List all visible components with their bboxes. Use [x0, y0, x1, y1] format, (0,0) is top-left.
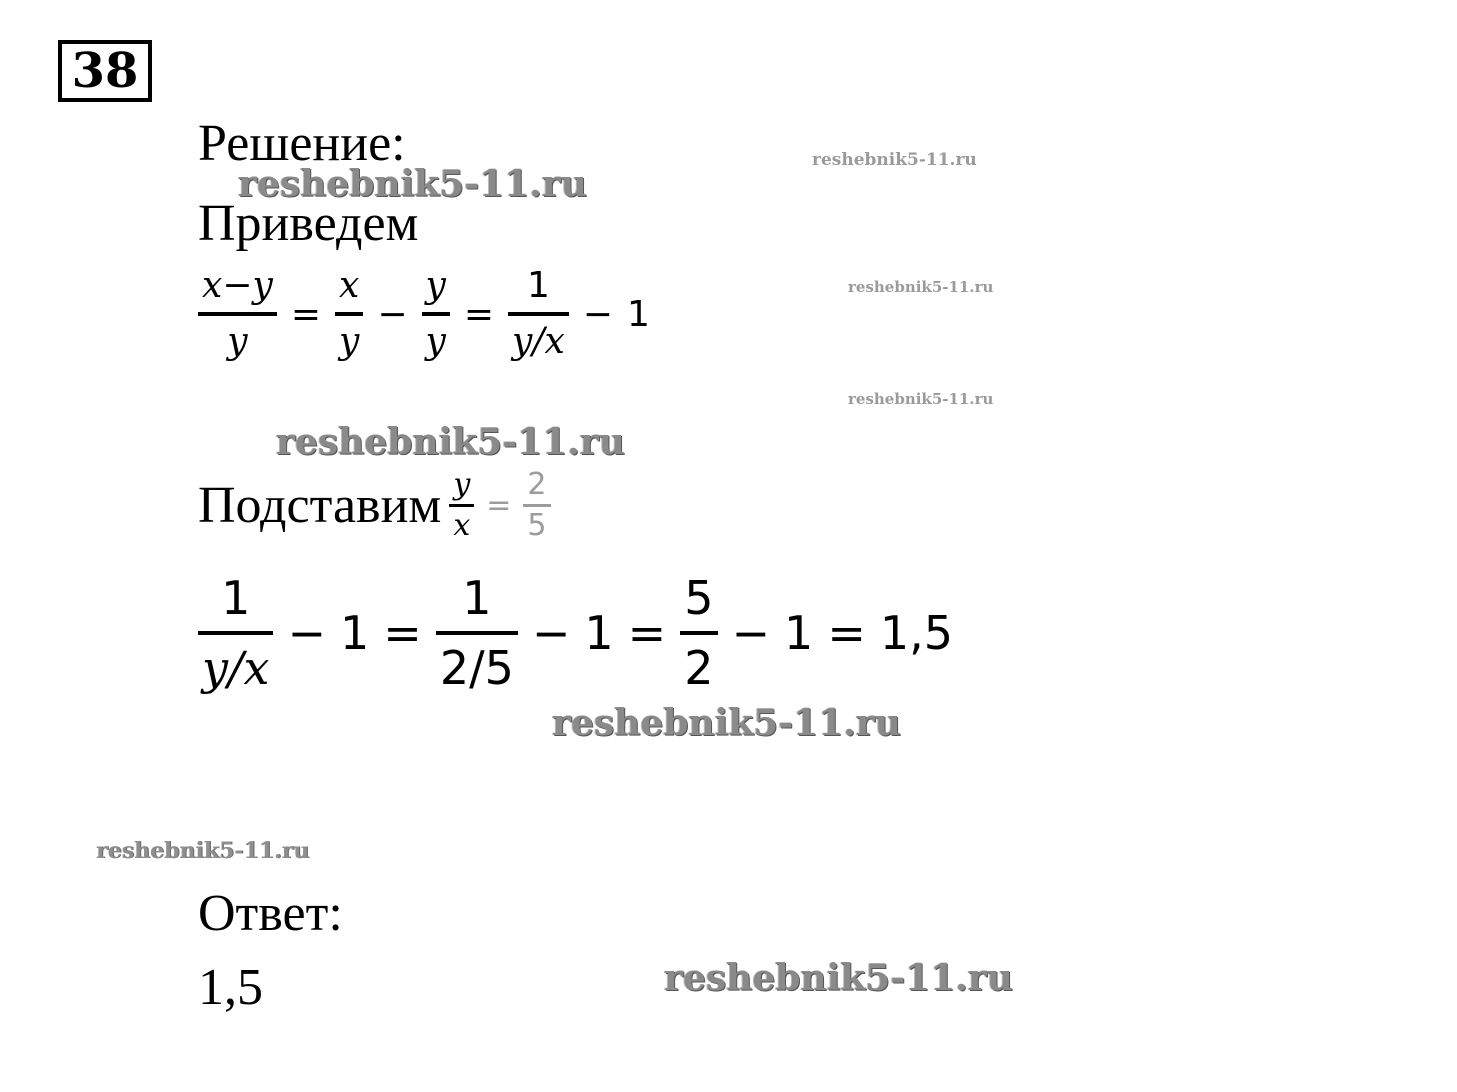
answer-value: 1,5: [198, 959, 263, 1016]
fraction-y-over-y: [422, 265, 450, 362]
denominator: y: [227, 321, 248, 362]
equals-sign: =: [486, 488, 512, 523]
watermark: reshebnik5-11.ru: [848, 390, 994, 408]
numerator: 1: [221, 571, 251, 625]
numerator: 5: [684, 571, 714, 625]
answer-label: Ответ:: [198, 885, 343, 942]
watermark: reshebnik5-11.ru: [812, 150, 977, 170]
minus-sign: −: [531, 606, 571, 660]
watermark: reshebnik5-11.ru: [552, 702, 901, 744]
numerator: 1: [462, 571, 492, 625]
denominator: y/x: [202, 641, 270, 695]
substitute-label: Подставим: [198, 476, 442, 534]
watermark: reshebnik5-11.ru: [848, 278, 994, 296]
equals-sign: =: [383, 606, 422, 660]
constant-one: 1: [626, 293, 650, 335]
numerator: x: [339, 265, 360, 306]
fraction-1-over-2-5: [436, 571, 518, 695]
substitute-line: [198, 467, 551, 543]
minus-sign: −: [287, 606, 326, 660]
denominator: y: [338, 321, 360, 362]
constant-one: 1: [584, 606, 614, 660]
fraction-1-over-y-x: [198, 571, 273, 695]
equation-1: [198, 265, 650, 362]
denominator: 5: [527, 508, 547, 543]
minus-sign: −: [377, 293, 408, 335]
denominator: 2/5: [439, 641, 514, 695]
denominator: y/x: [512, 321, 565, 362]
fraction-x-over-y: [335, 265, 363, 362]
numerator: y: [453, 467, 471, 502]
numerator: y: [425, 265, 446, 306]
numerator: 1: [526, 265, 550, 306]
numerator: 2: [527, 467, 547, 502]
step-label: Приведем: [198, 195, 419, 252]
minus-sign: −: [582, 293, 613, 335]
fraction-x-minus-y-over-y: [198, 265, 277, 362]
denominator: 2: [684, 641, 714, 695]
equals-sign: =: [827, 606, 866, 660]
fraction-y-over-x: [449, 467, 474, 543]
numerator: x−y: [202, 265, 273, 306]
denominator: y: [425, 321, 446, 362]
equals-sign: =: [627, 606, 667, 660]
substitute-expression: [449, 467, 550, 543]
watermark: reshebnik5-11.ru: [664, 957, 1013, 999]
result-value: 1,5: [879, 606, 954, 660]
equals-sign: =: [290, 293, 321, 335]
fraction-2-over-5: [523, 467, 550, 543]
watermark: reshebnik5-11.ru: [238, 163, 587, 205]
constant-one: 1: [784, 606, 814, 660]
watermark: reshebnik5-11.ru: [276, 421, 625, 463]
equation-2: [198, 571, 954, 695]
problem-number: 38: [58, 40, 152, 102]
solution-label: Решение:: [198, 115, 406, 172]
fraction-1-over-y-x: [508, 265, 569, 362]
denominator: x: [453, 508, 471, 543]
minus-sign: −: [731, 606, 771, 660]
fraction-5-over-2: [680, 571, 717, 695]
equals-sign: =: [463, 293, 495, 335]
watermark: reshebnik5-11.ru: [96, 838, 310, 864]
constant-one: 1: [339, 606, 370, 660]
